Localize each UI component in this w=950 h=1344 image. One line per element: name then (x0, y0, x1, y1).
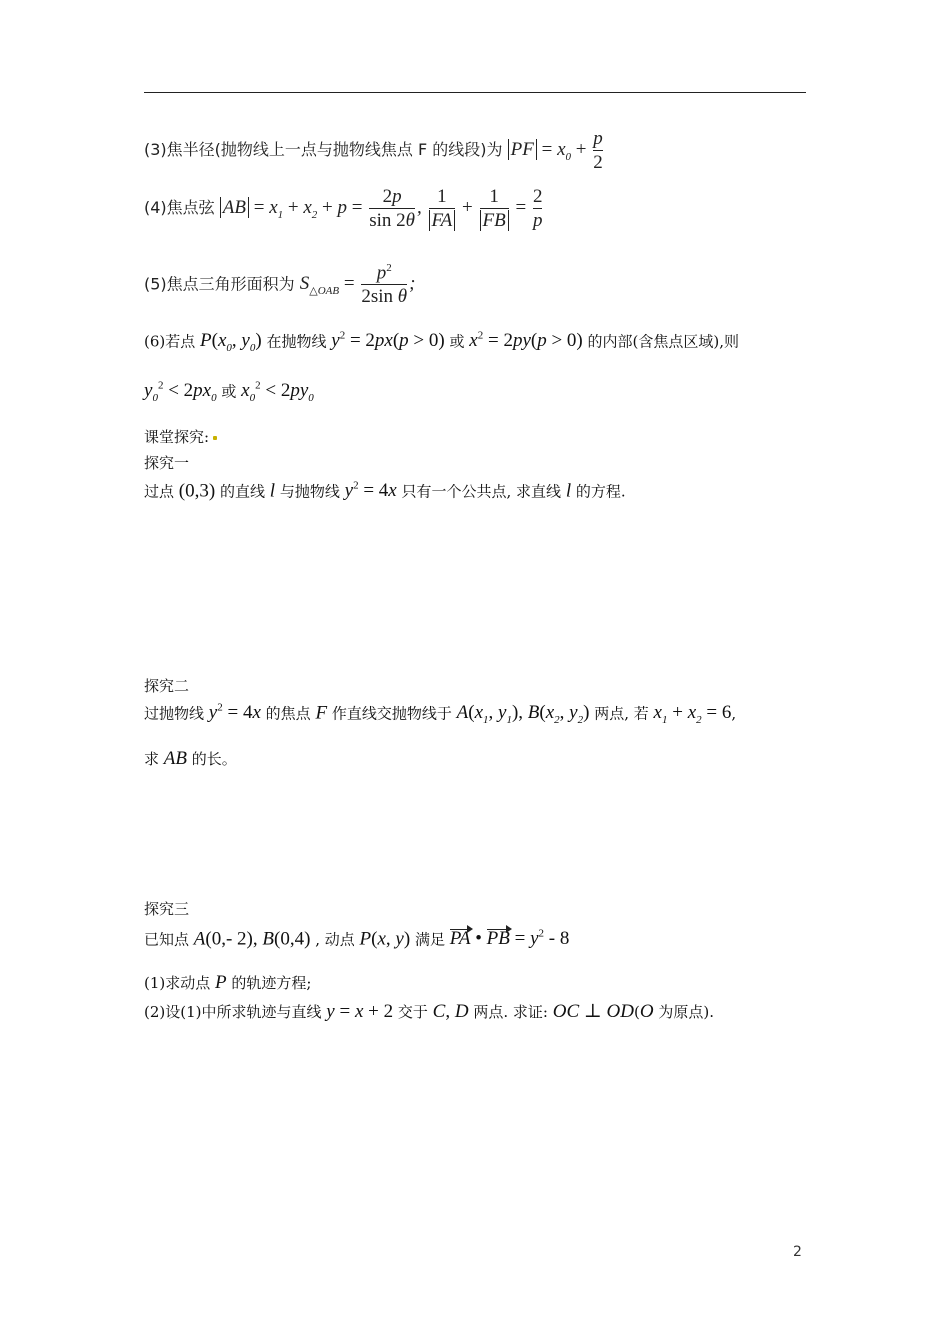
e2-text-g: 的长。 (191, 750, 237, 768)
formula-focal-chord: AB = $x_1 + x_2 + p$ = $\frac{2p}{\sin 2\theta}$ , $\frac{1}{FA}$ + $\frac{1}{FB}$ = $\frac{2}{p}$ (220, 197, 545, 218)
explore-3-title: 探究三 (144, 900, 190, 918)
formula-triangle-area: $S_{\triangle OAB}$ = $\frac{p^2}{\text{2sin θ}}$ ; (299, 262, 416, 308)
item-6-text-a: (6)若点 (144, 332, 196, 351)
explore-2-question (144, 748, 237, 770)
formula-parabola-1: $y^2 = 2px(p > 0)$ (331, 330, 445, 352)
q2-text-a: (2)设(1)中所求轨迹与直线 (144, 1003, 322, 1021)
item-6-cont (144, 380, 314, 404)
e2-text-e: , (731, 704, 737, 723)
item-6-text-e: 或 (221, 382, 237, 401)
formula-ab: AB (163, 748, 188, 769)
formula-line-l-2: l (565, 480, 572, 502)
q2-text-e: 为原点). (658, 1003, 714, 1021)
explore-1-body (144, 480, 626, 502)
q2-text-c: 两点. 求证: (473, 1003, 548, 1021)
formula-point-03: (0,3) (178, 480, 216, 502)
explore-2-body (144, 702, 736, 726)
formula-points-a-b: A(0,- 2), B(0,4) (193, 928, 311, 950)
e1-text-d: 只有一个公共点, 求直线 (401, 482, 562, 501)
page-number: 2 (793, 1244, 802, 1260)
item-6-text-b: 在抛物线 (266, 332, 327, 351)
formula-focal-radius: PF = $x_0$ + $\frac{p}{2}$ (508, 139, 605, 160)
item-6 (144, 330, 739, 354)
q1-text-b: 的轨迹方程; (231, 974, 312, 992)
formula-point-pxy: P(x, y) (359, 928, 411, 950)
e1-text-a: 过点 (144, 482, 175, 501)
item-3-text: (3)焦半径(抛物线上一点与抛物线焦点 F 的线段)为 (144, 140, 503, 160)
marker-dot (213, 436, 217, 440)
item-5-text: (5)焦点三角形面积为 (144, 274, 295, 294)
explore-3-body (144, 928, 569, 950)
e1-text-c: 与抛物线 (279, 482, 340, 501)
formula-parabola-4x-2: $y^2 = 4x$ (208, 702, 261, 724)
header-rule (144, 92, 806, 93)
formula-dot-product: PA • PB = $y^2 - 8$ (449, 928, 570, 950)
formula-sum-6: $x_1 + x_2 = 6$ (653, 702, 732, 727)
formula-parabola-4x: $y^2 = 4x$ (344, 480, 397, 502)
e2-text-f: 求 (144, 750, 160, 768)
e3-text-a: 已知点 (144, 930, 190, 949)
q1-text-a: (1)求动点 (144, 974, 211, 992)
classroom-heading (144, 426, 217, 447)
explore-2-title: 探究二 (144, 677, 190, 695)
classroom-text: 课堂探究: (144, 428, 210, 446)
e2-text-b: 的焦点 (265, 704, 311, 723)
e2-text-d: 两点, 若 (594, 704, 649, 723)
formula-line-y: y = x + 2 (326, 1001, 394, 1022)
formula-point-p: $P(x_0$, $y_0$) (200, 330, 262, 355)
q2-text-b: 交于 (397, 1003, 428, 1021)
e2-text-c: 作直线交抛物线于 (331, 704, 452, 723)
e1-text-b: 的直线 (219, 482, 265, 501)
e3-text-c: 满足 (414, 930, 445, 949)
item-4-text: (4)焦点弦 (144, 198, 215, 218)
formula-o: O (639, 1001, 654, 1022)
item-5 (144, 262, 415, 308)
explore-1-title: 探究一 (144, 454, 190, 472)
formula-inequality-2: $x_0^2 < 2py_0$ (241, 380, 314, 405)
item-6-text-c: 或 (449, 332, 465, 351)
question-1 (144, 972, 311, 994)
formula-p: P (215, 972, 227, 993)
formula-perp: OC ⊥ OD (552, 1001, 634, 1022)
question-2 (144, 1000, 714, 1023)
formula-points-ab: $A(x_1$, $y_1$), $B(x_2$, $y_2$) (456, 702, 590, 727)
item-6-text-d: 的内部(含焦点区域),则 (587, 332, 740, 351)
item-4 (144, 186, 544, 232)
formula-line-l: l (269, 480, 276, 502)
formula-cd: C, D (432, 1001, 469, 1022)
formula-inequality-1: $y_0^2 < 2px_0$ (144, 380, 217, 405)
formula-parabola-2: $x^2 = 2py(p > 0)$ (469, 330, 583, 352)
e2-text-a: 过抛物线 (144, 704, 205, 723)
item-3 (144, 128, 605, 174)
q2-text-d: ( (633, 1003, 640, 1021)
e3-text-b: , 动点 (315, 930, 355, 949)
e1-text-e: 的方程. (575, 482, 626, 501)
formula-focus-f: F (315, 702, 328, 724)
